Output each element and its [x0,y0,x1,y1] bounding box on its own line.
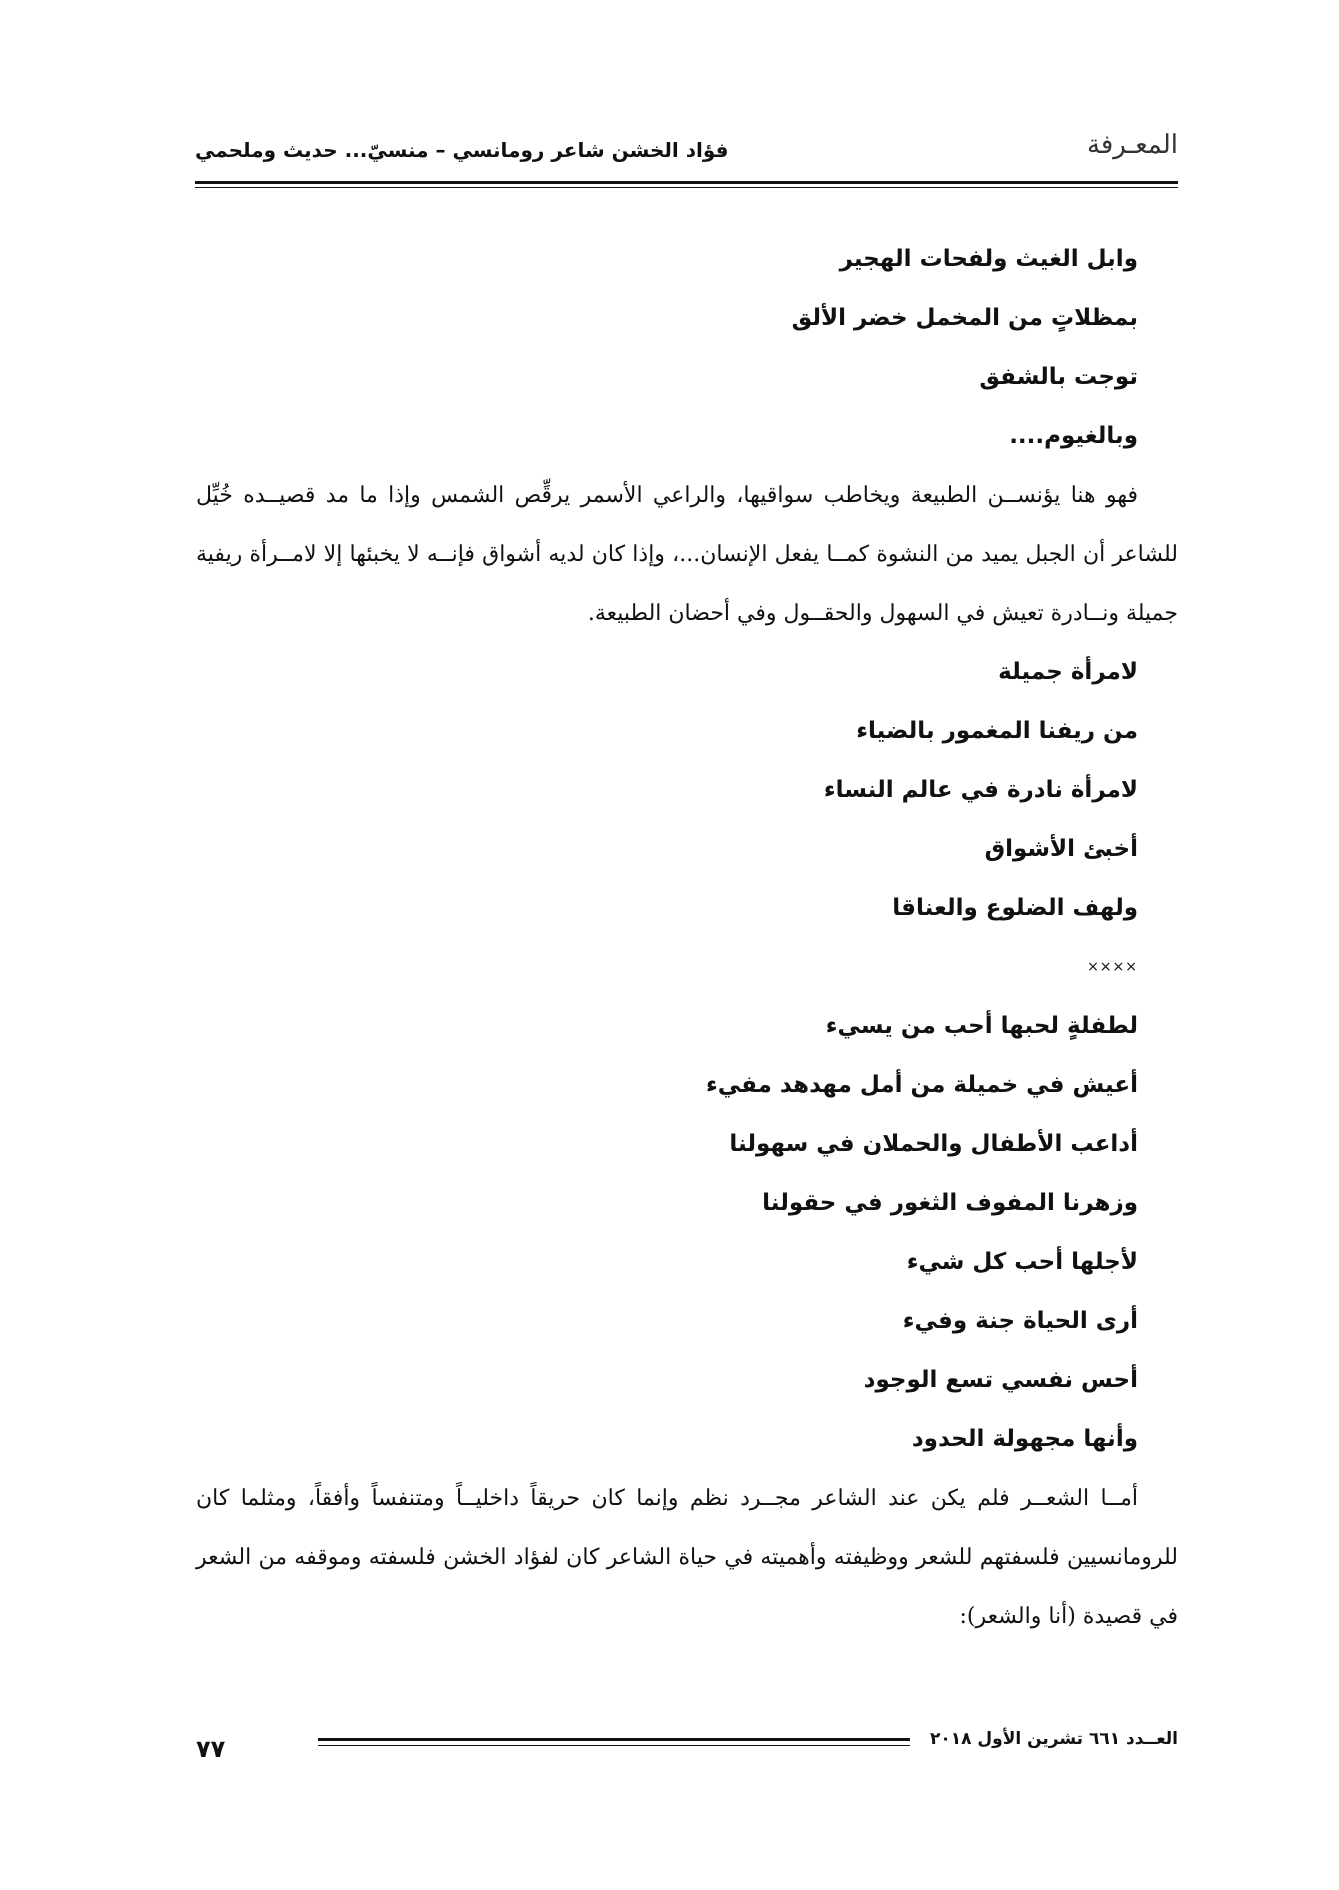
verse-line: بمظلاتٍ من المخمل خضر الألق [791,305,1138,331]
verse-group-1 [196,230,1178,466]
page-number: ٧٧ [196,1735,226,1763]
verse-group-3 [196,997,1178,1469]
verse-line: لأجلها أحب كل شيء [906,1249,1138,1275]
verse-line: وبالغيوم.... [1009,423,1138,449]
verse-line: توجت بالشفق [979,364,1138,390]
verse-line: وأنها مجهولة الحدود [911,1426,1138,1452]
verse-line: أرى الحياة جنة وفيء [902,1308,1138,1334]
paragraph: أمــا الشعــر فلم يكن عند الشاعر مجــرد نظم وإنما كان حريقاً داخليــاً ومتنفساً وأفقاً، ومثلما كان للرومانسيين فلسفتهم للشعر ووظيفته وأهميته في حياة الشاعر كان لفؤاد الخشن فلسفته وموقفه من الشعر في قصيدة (أنا والشعر): [196,1486,1178,1629]
stanza-separator: ×××× [1087,959,1138,975]
verse-line: أخبئ الأشواق [984,836,1138,862]
verse-line: أعيش في خميلة من أمل مهدهد مفيء [706,1072,1138,1098]
footer-rule [318,1738,910,1741]
verse-line: لطفلةٍ لحبها أحب من يسيء [825,1013,1138,1039]
verse-line: لامرأة جميلة [998,659,1138,685]
verse-group-2 [196,643,1178,938]
verse-line: وزهرنا المفوف الثغور في حقولنا [762,1190,1138,1216]
verse-line: أحس نفسي تسع الوجود [863,1367,1138,1393]
header-rule-thin [195,187,1178,188]
issue-info: العــدد ٦٦١ تشرين الأول ٢٠١٨ [929,1729,1178,1749]
verse-line: وابل الغيث ولفحات الهجير [839,246,1138,272]
header-rule [195,181,1178,184]
verse-line: أداعب الأطفال والحملان في سهولنا [729,1131,1138,1157]
verse-line: من ريفنا المغمور بالضياء [856,718,1138,744]
journal-logo: المعـرفة [1086,130,1178,160]
running-header [195,130,1178,174]
verse-line: ولهف الضلوع والعناقا [892,895,1138,921]
footer-rule-thin [318,1745,910,1746]
article-title: فؤاد الخشن شاعر رومانسي – منسيّ... حديث وملحمي [195,138,729,162]
paragraph: فهو هنا يؤنســن الطبيعة ويخاطب سواقيها، والراعي الأسمر يرقِّص الشمس وإذا ما مد قصيــده خُيِّل للشاعر أن الجبل يميد من النشوة كمــا يفعل الإنسان...، وإذا كان لديه أشواق فإنــه لا يخبئها إلا لامــرأة ريفية جميلة ونــادرة تعيش في السهول والحقــول وفي أحضان الطبيعة. [196,483,1178,626]
page-body [196,230,1178,1646]
verse-line: لامرأة نادرة في عالم النساء [823,777,1138,803]
